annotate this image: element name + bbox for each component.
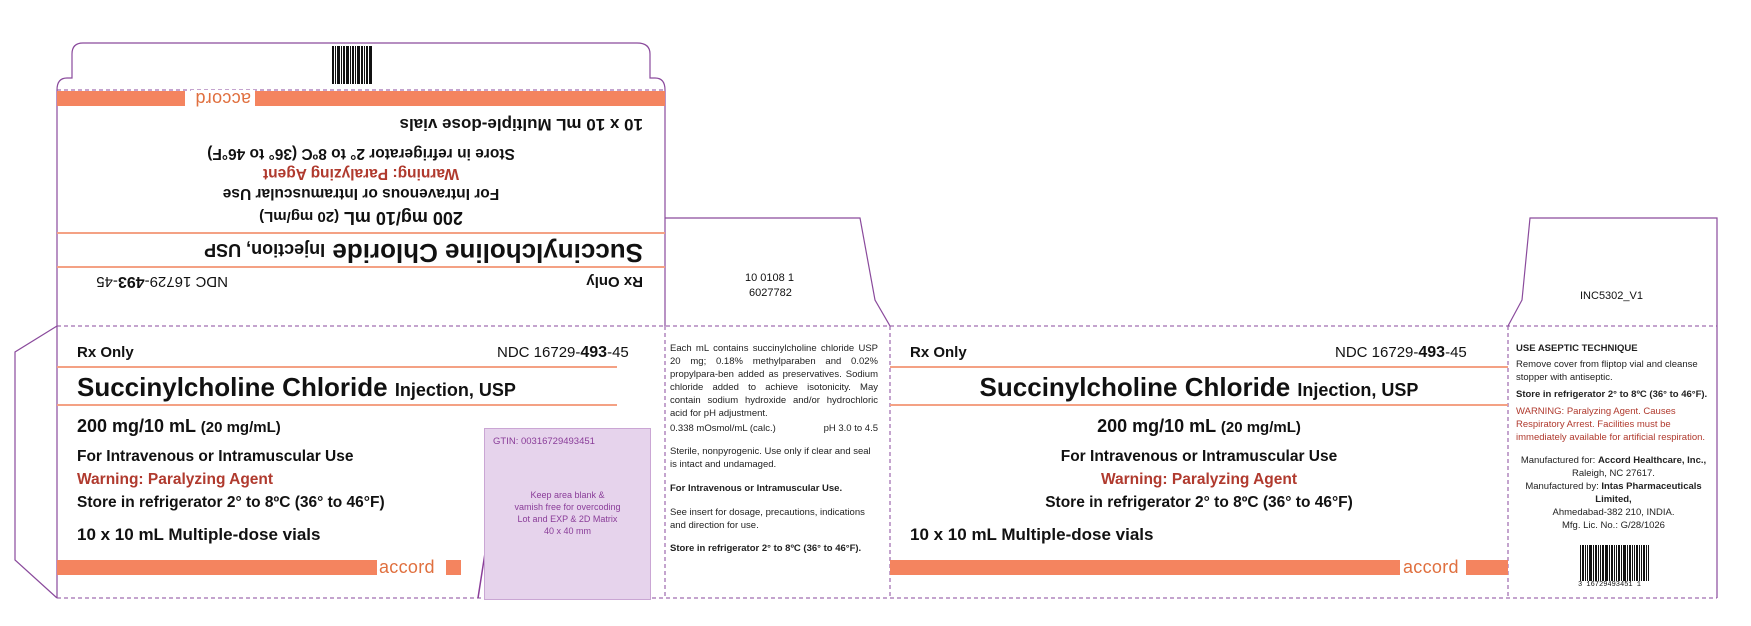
end-panel bbox=[1516, 342, 1711, 532]
drug-name: Succinylcholine Chloride Injection, USP bbox=[77, 372, 516, 402]
front-panel-right bbox=[890, 326, 1508, 598]
barcode-digits: 3 16729493451 1 bbox=[1578, 581, 1642, 589]
pack-size: 10 x 10 mL Multiple-dose vials bbox=[399, 115, 643, 134]
warning: Warning: Paralyzing Agent bbox=[1100, 471, 1298, 488]
pack-size: 10 x 10 mL Multiple-dose vials bbox=[77, 525, 321, 544]
top-barcode bbox=[332, 46, 382, 84]
inverted-top-panel bbox=[57, 90, 665, 326]
gtin-number: GTIN: 00316729493451 bbox=[493, 436, 595, 447]
composition-text: Each mL contains succinylcholine chloride USP 20 mg; 0.18% methylparaben and 0.02% propylpara-ben added as preservatives. Sodium chloride added to achieve isotonicity. May contain sodium hydroxide and/or hydrochloric acid for pH adjustment. bbox=[670, 343, 878, 419]
storage: Store in refrigerator 2° to 8ºC (36° to 46°F) bbox=[207, 145, 515, 162]
code-line-1: 10 0108 1 bbox=[745, 272, 794, 284]
rx-only-label: Rx Only bbox=[586, 273, 643, 290]
ph-range: pH 3.0 to 4.5 bbox=[823, 423, 878, 434]
version-code: INC5302_V1 bbox=[1580, 290, 1643, 302]
accord-logo: accord bbox=[191, 90, 255, 108]
drug-name: Succinylcholine Chloride Injection, USP bbox=[979, 372, 1419, 402]
manufacturer-block: Manufactured for: Accord Healthcare, Inc., Raleigh, NC 27617. Manufactured by: Intas Pharmaceuticals Limited, Ahmedabad-382 210, INDIA. Mfg. Lic. No.: G/28/1026 bbox=[1520, 455, 1707, 531]
route: For Intravenous or Intramuscular Use bbox=[77, 448, 354, 465]
side-route: For Intravenous or Intramuscular Use. bbox=[670, 483, 843, 494]
warning: Warning: Paralyzing Agent bbox=[77, 471, 274, 488]
insert-text: See insert for dosage, precautions, indications and direction for use. bbox=[670, 507, 865, 531]
strength: 200 mg/10 mL (20 mg/mL) bbox=[1097, 416, 1301, 436]
drug-name: Succinylcholine Chloride Injection, USP bbox=[204, 238, 643, 268]
strength: 200 mg/10 mL (20 mg/mL) bbox=[77, 416, 281, 436]
route: For Intravenous or Intramuscular Use bbox=[222, 185, 500, 202]
blank-area-line: Lot and EXP & 2D Matrix bbox=[517, 514, 618, 524]
warning: Warning: Paralyzing Agent bbox=[262, 165, 460, 182]
aseptic-text: Remove cover from fliptop vial and cleanse stopper with antiseptic. bbox=[1516, 359, 1698, 383]
pack-size: 10 x 10 mL Multiple-dose vials bbox=[910, 525, 1154, 544]
upc-barcode bbox=[1580, 545, 1670, 581]
route: For Intravenous or Intramuscular Use bbox=[1060, 448, 1338, 465]
overcoding-blank-area bbox=[484, 428, 651, 600]
storage: Store in refrigerator 2° to 8ºC (36° to 46°F) bbox=[77, 494, 385, 511]
storage: Store in refrigerator 2° to 8ºC (36° to 46°F) bbox=[1045, 494, 1353, 511]
aseptic-title: USE ASEPTIC TECHNIQUE bbox=[1516, 343, 1638, 354]
end-warning: WARNING: Paralyzing Agent. Causes Respiratory Arrest. Facilities must be immediately available for artificial respiration. bbox=[1516, 406, 1706, 443]
accord-logo: accord bbox=[1403, 557, 1459, 577]
blank-area-line: 40 x 40 mm bbox=[543, 526, 592, 536]
code-line-2: 6027782 bbox=[749, 287, 792, 299]
blank-area-line: Keep area blank & bbox=[530, 490, 605, 500]
ndc-number: NDC 16729-493-45 bbox=[497, 344, 629, 361]
ndc-number: NDC 16729-493-45 bbox=[1335, 344, 1467, 361]
side-panel bbox=[670, 342, 878, 555]
side-storage: Store in refrigerator 2° to 8ºC (36° to 46°F). bbox=[670, 543, 862, 554]
sterile-text: Sterile, nonpyrogenic. Use only if clear and seal is intact and undamaged. bbox=[670, 446, 871, 470]
blank-area-line: vamish free for overcoding bbox=[514, 502, 621, 512]
end-storage: Store in refrigerator 2° to 8ºC (36° to 46°F). bbox=[1516, 389, 1708, 400]
osmolarity-row bbox=[670, 422, 878, 435]
rx-only-label: Rx Only bbox=[910, 344, 967, 361]
rx-only-label: Rx Only bbox=[77, 344, 134, 361]
osmolarity: 0.338 mOsmol/mL (calc.) bbox=[670, 423, 776, 434]
ndc-number: NDC 16729-493-45 bbox=[96, 273, 228, 290]
accord-logo: accord bbox=[379, 557, 435, 577]
strength: 200 mg/10 mL (20 mg/mL) bbox=[259, 208, 463, 228]
